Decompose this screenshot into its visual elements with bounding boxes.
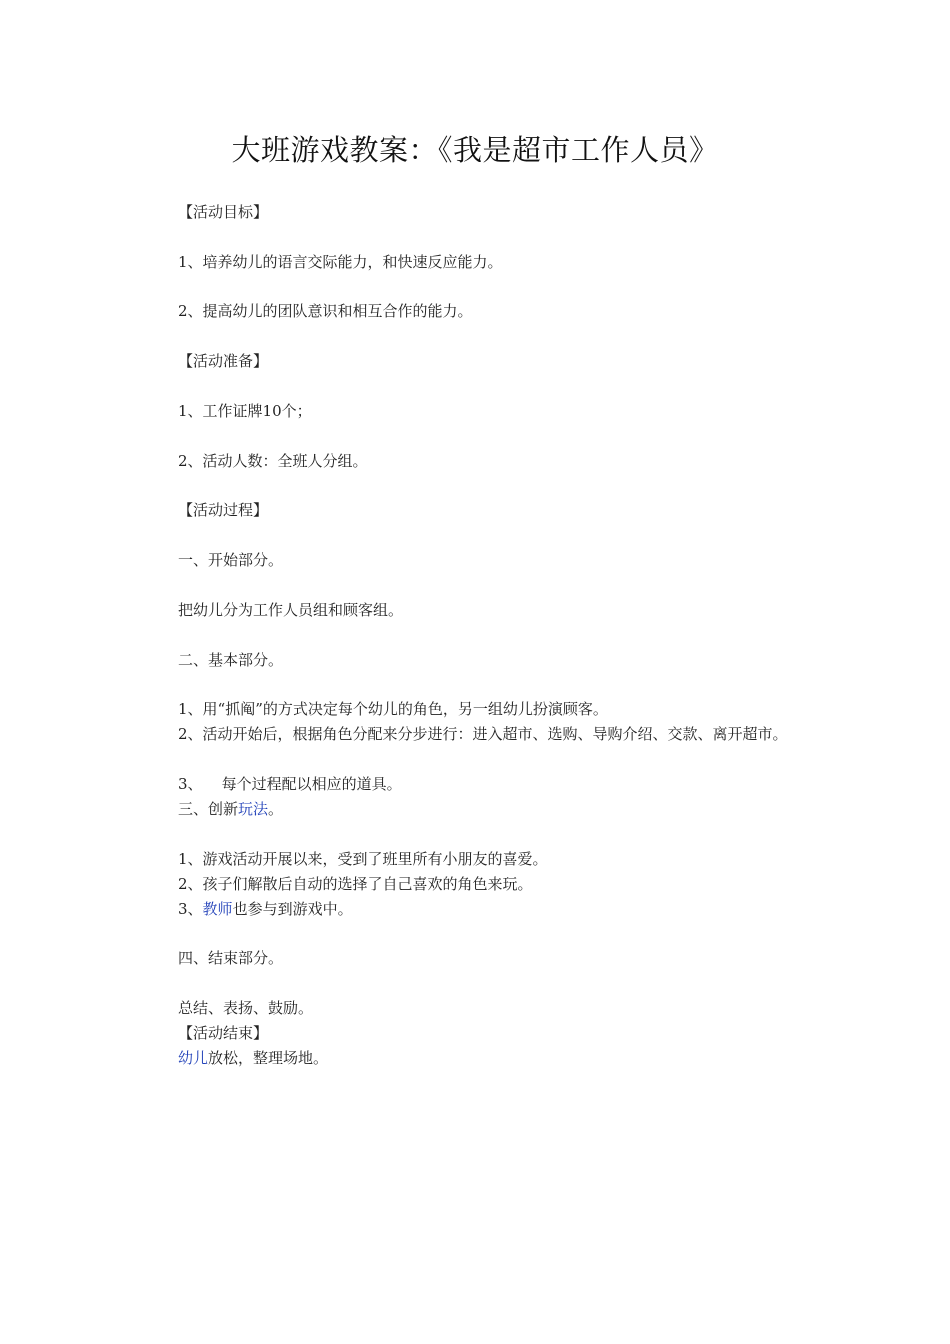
part2-item-2: 2、活动开始后，根据角色分配来分步进行：进入超市、选购、导购介绍、交款、离开超市。: [178, 725, 788, 743]
end-text-suffix: 放松，整理场地。: [208, 1049, 329, 1067]
part3-item-1: 1、游戏活动开展以来，受到了班里所有小朋友的喜爱。: [178, 850, 548, 868]
part3-item-2: 2、孩子们解散后自动的选择了自己喜欢的角色来玩。: [178, 875, 533, 893]
end-text: [178, 1046, 328, 1071]
part3-item-3-suffix: 也参与到游戏中。: [232, 900, 353, 918]
part3-heading: [178, 797, 283, 822]
part2-item-3: 3、 每个过程配以相应的道具。: [178, 775, 402, 793]
process-heading: 【活动过程】: [178, 501, 269, 519]
prep-item-2: 2、活动人数：全班人分组。: [178, 452, 368, 470]
prep-heading: 【活动准备】: [178, 352, 269, 370]
goal-heading: 【活动目标】: [178, 203, 269, 221]
part1-text: 把幼儿分为工作人员组和顾客组。: [178, 601, 404, 619]
part3-heading-prefix: 三、创新: [178, 800, 239, 818]
teacher-link[interactable]: 教师: [202, 900, 233, 918]
part2-item-1: 1、用“抓阄”的方式决定每个幼儿的角色，另一组幼儿扮演顾客。: [178, 700, 608, 718]
prep-item-1: 1、工作证牌10个；: [178, 402, 312, 420]
part3-item-3-prefix: 3、: [178, 900, 203, 918]
goal-item-2: 2、提高幼儿的团队意识和相互合作的能力。: [178, 302, 473, 320]
end-heading: 【活动结束】: [178, 1024, 269, 1042]
children-link[interactable]: 幼儿: [178, 1049, 209, 1067]
part4-heading: 四、结束部分。: [178, 949, 284, 967]
part3-heading-suffix: 。: [268, 800, 284, 818]
part3-play-link[interactable]: 玩法: [238, 800, 269, 818]
document-title: 大班游戏教案：《我是超市工作人员》: [231, 133, 719, 167]
part1-heading: 一、开始部分。: [178, 551, 284, 569]
part4-text: 总结、表扬、鼓励。: [178, 999, 314, 1017]
goal-item-1: 1、培养幼儿的语言交际能力，和快速反应能力。: [178, 253, 503, 271]
part3-item-3: [178, 897, 353, 922]
part2-heading: 二、基本部分。: [178, 651, 284, 669]
